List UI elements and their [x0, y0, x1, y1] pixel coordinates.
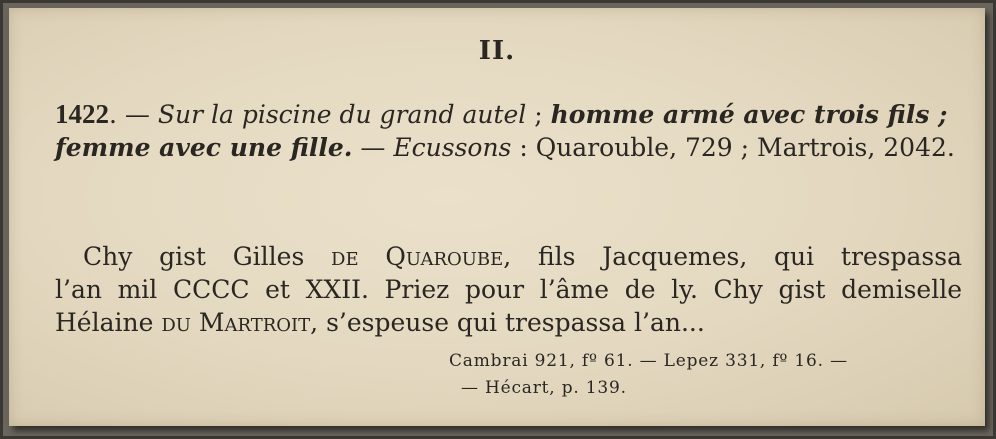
section-heading: II.: [478, 36, 516, 66]
entry-separator: . —: [109, 100, 158, 129]
inscription-line-2: l’an mil CCCC et XXII. Priez pour l’âme de ly. Chy gist demiselle: [55, 275, 962, 304]
entry-description-figures: homme armé avec trois fils ; femme avec une fille.: [55, 100, 948, 162]
reference-line-1: Cambrai 921, fº 61. — Lepez 331, fº 16. —: [449, 351, 848, 371]
inscription-fragment: Hélaine: [55, 308, 162, 337]
entry-separator: ;: [526, 100, 551, 129]
entry-number: 1422: [55, 99, 109, 129]
ecussons-label: Ecussons: [393, 133, 512, 162]
inscription-line-3: [55, 306, 962, 339]
inscription-fragment: , fils Jacquemes, qui trespassa: [503, 242, 962, 271]
person-name: de Quaroube: [331, 242, 504, 271]
inscription-fragment: Chy gist Gilles: [83, 242, 332, 271]
ecussons-text: : Quarouble, 729 ; Martrois, 2042.: [511, 133, 955, 162]
person-name: du Martroit: [161, 308, 311, 337]
inscription-line-1: [55, 240, 962, 273]
reference-line-2: — Hécart, p. 139.: [461, 378, 627, 398]
entry-paragraph: [55, 98, 960, 164]
inscription-text: [55, 240, 962, 339]
inscription-fragment: , s’espeuse qui trespassa l’an...: [310, 308, 705, 337]
entry-separator: —: [352, 133, 394, 162]
book-page: [9, 8, 985, 426]
entry-description-location: Sur la piscine du grand autel: [157, 100, 527, 129]
references: [449, 348, 959, 402]
